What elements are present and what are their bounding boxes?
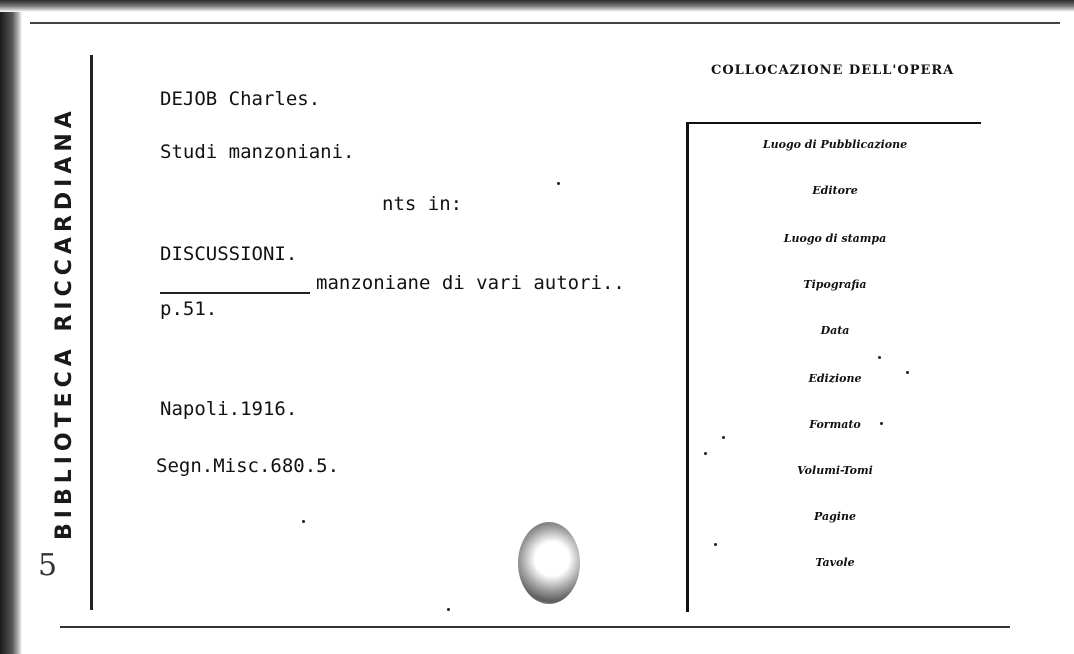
collocazione-header: COLLOCAZIONE DELL'OPERA (711, 63, 955, 78)
field-edizione: Edizione (808, 372, 862, 385)
title-line: Studi manzoniani. (160, 141, 355, 163)
field-pagine: Pagine (814, 510, 856, 523)
place-year: Napoli.1916. (160, 398, 298, 420)
card-left-edge (0, 0, 22, 654)
shelfmark: Segn.Misc.680.5. (156, 455, 340, 477)
field-formato: Formato (809, 418, 861, 431)
field-luogo-pubblicazione: Luogo di Pubblicazione (762, 138, 908, 151)
speck (878, 356, 881, 359)
in-label: nts in: (382, 193, 463, 215)
field-luogo-stampa: Luogo di stampa (783, 232, 887, 245)
speck (704, 452, 707, 455)
field-data: Data (820, 324, 850, 337)
source-subtitle: manzoniane di vari autori.. (316, 272, 625, 294)
top-rule (30, 22, 1060, 24)
speck (722, 436, 725, 439)
speck (447, 608, 450, 611)
pencil-mark: 5 (38, 548, 58, 583)
library-name: BIBLIOTECA RICCARDIANA (52, 106, 77, 540)
page-ref: p.51. (160, 298, 218, 320)
speck (302, 520, 305, 523)
card-top-edge (0, 0, 1074, 12)
margin-rule (90, 55, 93, 610)
speck (906, 371, 909, 374)
field-editore: Editore (812, 184, 858, 197)
author-line: DEJOB Charles. (160, 88, 321, 110)
bottom-rule (60, 626, 1010, 628)
field-tavole: Tavole (815, 556, 855, 569)
field-volumi-tomi: Volumi-Tomi (797, 464, 873, 477)
speck (557, 182, 560, 185)
speck (880, 422, 883, 425)
speck (714, 543, 717, 546)
source-underline (160, 292, 310, 294)
collocazione-box (686, 122, 981, 612)
field-tipografia: Tipografia (803, 278, 867, 291)
library-stamp (518, 522, 580, 604)
source-title: DISCUSSIONI. (160, 243, 298, 265)
